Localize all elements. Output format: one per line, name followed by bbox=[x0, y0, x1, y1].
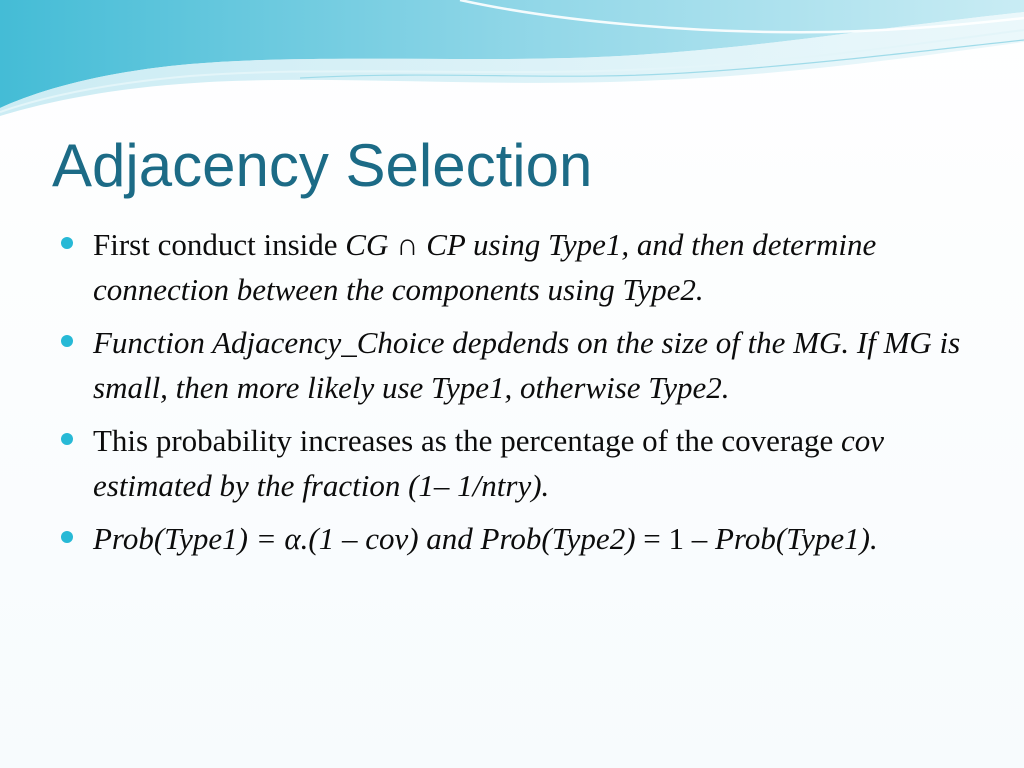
bullet-item bbox=[60, 320, 970, 410]
bullet-text-italic: CG ∩ CP using Type1, and then determine connection between the components using Type2. bbox=[93, 227, 877, 307]
bullet-text-plain: = 1 – bbox=[635, 521, 715, 556]
bullet-text-italic: cov estimated by the fraction (1– 1/ntry). bbox=[93, 423, 885, 503]
bullet-text-plain: This probability increases as the percentage of the coverage bbox=[93, 423, 841, 458]
bullet-item bbox=[60, 418, 970, 508]
header-wave-decoration bbox=[0, 0, 1024, 130]
bullet-text-italic: Function Adjacency_Choice depdends on the size of the MG. If MG is small, then more likely use Type1, otherwise Type2. bbox=[93, 325, 961, 405]
bullet-list bbox=[60, 222, 970, 569]
bullet-dot-icon bbox=[61, 237, 73, 249]
bullet-dot-icon bbox=[61, 531, 73, 543]
bullet-item bbox=[60, 222, 970, 312]
bullet-dot-icon bbox=[61, 335, 73, 347]
bullet-text-plain: First conduct inside bbox=[93, 227, 346, 262]
bullet-item bbox=[60, 516, 970, 561]
slide-title: Adjacency Selection bbox=[52, 132, 593, 199]
bullet-dot-icon bbox=[61, 433, 73, 445]
bullet-text-italic: Prob(Type1). bbox=[715, 521, 878, 556]
bullet-text-italic: Prob(Type1) = α.(1 – cov) and Prob(Type2) bbox=[93, 521, 636, 556]
